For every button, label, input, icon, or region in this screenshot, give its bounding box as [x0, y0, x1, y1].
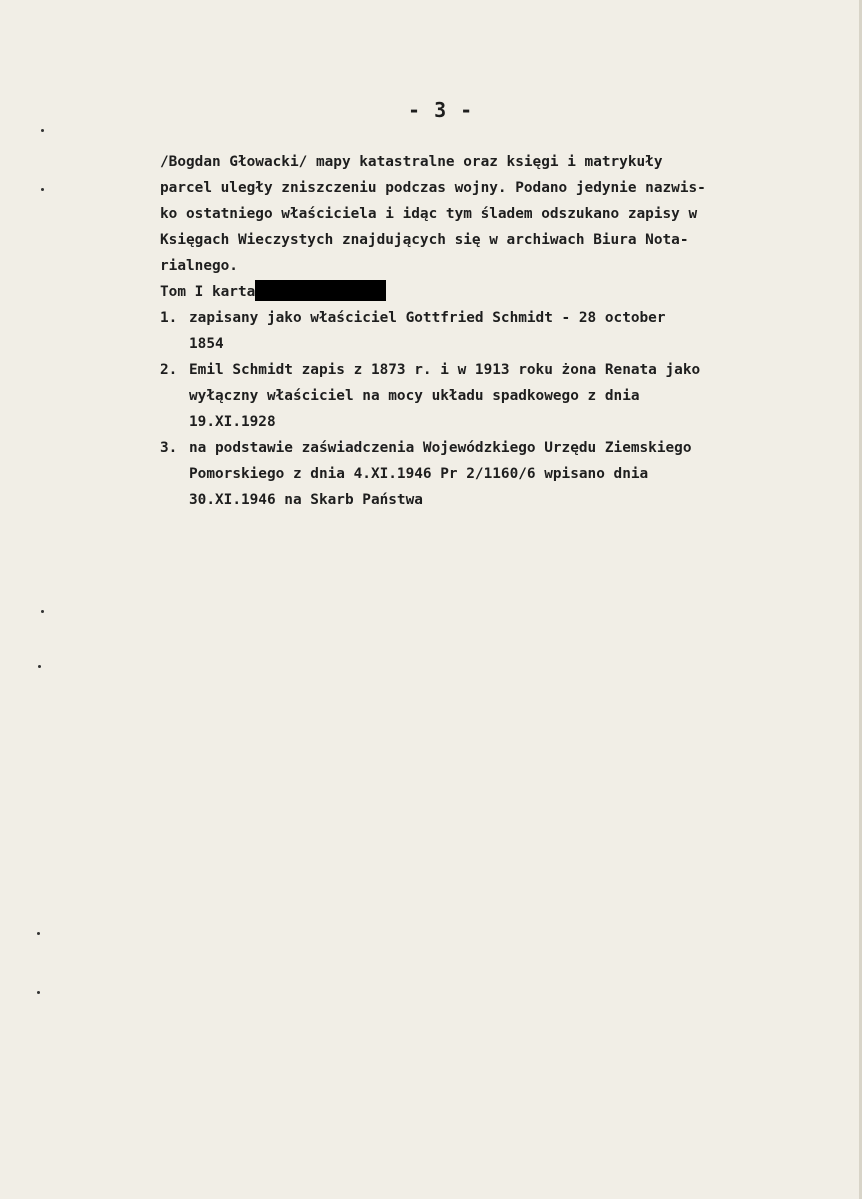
redaction-bar [255, 280, 386, 301]
paragraph-line: parcel uległy zniszczeniu podczas wojny. Podano jedynie nazwis- [160, 180, 706, 196]
entry-number: 1. [160, 310, 178, 326]
document-body [160, 149, 820, 513]
paragraph-line: rialnego. [160, 258, 238, 274]
margin-mark [41, 129, 44, 132]
entry-line: 30.XI.1946 na Skarb Państwa [189, 492, 423, 508]
paragraph-line: Księgach Wieczystych znajdujących się w archiwach Biura Nota- [160, 232, 689, 248]
entry-line: Emil Schmidt zapis z 1873 r. i w 1913 roku żona Renata jako [189, 362, 701, 378]
entry-line: 19.XI.1928 [189, 414, 276, 430]
entry-number: 2. [160, 362, 178, 378]
margin-mark [41, 610, 44, 613]
page-number: - 3 - [408, 98, 474, 122]
tom-label: Tom I karta [160, 284, 256, 300]
paragraph-line: /Bogdan Głowacki/ mapy katastralne oraz księgi i matrykuły [160, 154, 663, 170]
margin-mark [37, 991, 40, 994]
entry-line: zapisany jako właściciel Gottfried Schmidt - 28 october [189, 310, 666, 326]
entry-item [160, 357, 820, 435]
margin-mark [41, 188, 44, 191]
entry-line: Pomorskiego z dnia 4.XI.1946 Pr 2/1160/6 wpisano dnia [189, 466, 649, 482]
paragraph-line: ko ostatniego właściciela i idąc tym śladem odszukano zapisy w [160, 206, 698, 222]
entry-item [160, 435, 820, 513]
entry-line: na podstawie zaświadczenia Wojewódzkiego Urzędu Ziemskiego [189, 440, 692, 456]
tom-line [160, 279, 820, 305]
entry-line: wyłączny właściciel na mocy układu spadkowego z dnia [189, 388, 640, 404]
entry-item [160, 305, 820, 357]
margin-mark [38, 665, 41, 668]
margin-mark [37, 932, 40, 935]
entry-line: 1854 [189, 336, 224, 352]
entry-number: 3. [160, 440, 178, 456]
